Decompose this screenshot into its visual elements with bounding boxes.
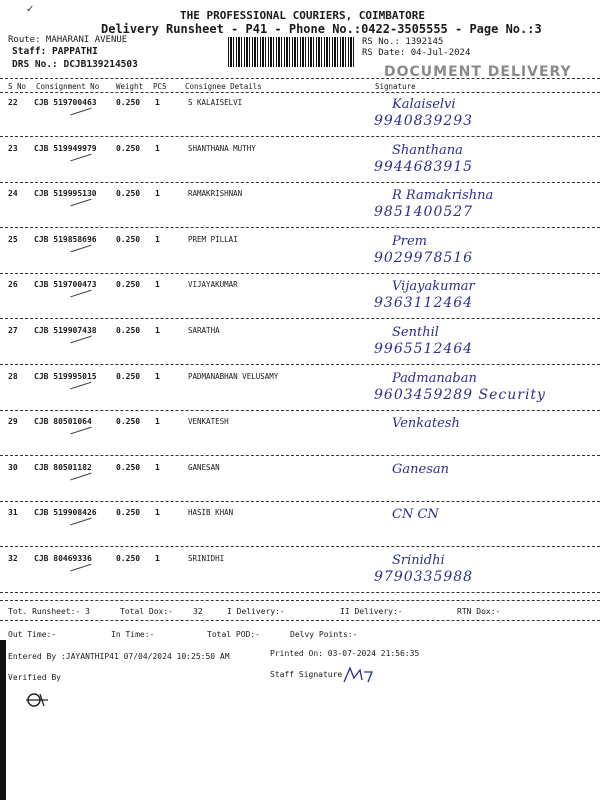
row-weight: 0.250 xyxy=(116,98,141,107)
rs-date: RS Date: 04-Jul-2024 xyxy=(362,48,471,58)
row-weight: 0.250 xyxy=(116,189,141,198)
row-divider xyxy=(0,136,600,137)
row-signature-phone: 9851400527 xyxy=(374,204,474,220)
row-consignee: GANESAN xyxy=(188,463,220,472)
row-sno: 23 xyxy=(8,144,18,153)
divider xyxy=(0,78,600,79)
row-signature-name: Shanthana xyxy=(392,143,463,158)
route-label: Route: MAHARANI AVENUE xyxy=(8,35,128,45)
row-sno: 31 xyxy=(8,508,18,517)
row-signature-phone: 9944683915 xyxy=(374,159,474,175)
row-weight: 0.250 xyxy=(116,417,141,426)
ii-delivery: II Delivery:- xyxy=(340,607,403,616)
row-pcs: 1 xyxy=(155,189,160,198)
pen-tick-mark xyxy=(70,427,91,435)
staff-signature-mark xyxy=(340,664,380,686)
row-pcs: 1 xyxy=(155,235,160,244)
row-consignee: SARATHA xyxy=(188,326,220,335)
row-divider xyxy=(0,182,600,183)
row-pcs: 1 xyxy=(155,98,160,107)
row-weight: 0.250 xyxy=(116,554,141,563)
row-consignment-no: CJB 80469336 xyxy=(34,554,92,563)
divider xyxy=(0,92,600,93)
row-consignment-no: CJB 519700463 xyxy=(34,98,97,107)
row-consignment-no: CJB 519700473 xyxy=(34,280,97,289)
rs-number: RS No.: 1392145 xyxy=(362,37,444,47)
row-consignee: PADMANABHAN VELUSAMY xyxy=(188,372,279,381)
row-signature-phone: 9790335988 xyxy=(374,569,474,585)
pen-tick-mark xyxy=(70,108,91,116)
row-sno: 32 xyxy=(8,554,18,563)
row-weight: 0.250 xyxy=(116,235,141,244)
row-weight: 0.250 xyxy=(116,326,141,335)
row-consignment-no: CJB 519949979 xyxy=(34,144,97,153)
row-pcs: 1 xyxy=(155,508,160,517)
col-consignment: Consignment No xyxy=(36,82,100,91)
tot-runsheet: Tot. Runsheet:- 3 xyxy=(8,607,90,616)
row-sno: 22 xyxy=(8,98,18,107)
row-sno: 24 xyxy=(8,189,18,198)
row-signature-phone: 9029978516 xyxy=(374,250,474,266)
scan-edge xyxy=(0,640,6,800)
row-divider xyxy=(0,273,600,274)
row-weight: 0.250 xyxy=(116,144,141,153)
row-sno: 28 xyxy=(8,372,18,381)
row-sno: 29 xyxy=(8,417,18,426)
verifier-signature-mark xyxy=(22,690,52,710)
row-weight: 0.250 xyxy=(116,280,141,289)
pen-tick-mark xyxy=(70,473,91,481)
row-consignee: PREM PILLAI xyxy=(188,235,238,244)
entered-by: Entered By :JAYANTHIP41 07/04/2024 10:25:50 AM xyxy=(8,652,230,661)
row-signature-name: Padmanaban xyxy=(392,371,477,386)
row-consignee: SHANTHANA MUTHY xyxy=(188,144,256,153)
row-consignee: S KALAISELVI xyxy=(188,98,243,107)
row-signature-name: Vijayakumar xyxy=(392,279,475,294)
row-signature-name: R Ramakrishna xyxy=(392,188,494,203)
total-dox-value: 32 xyxy=(193,607,203,616)
row-consignment-no: CJB 80501064 xyxy=(34,417,92,426)
row-pcs: 1 xyxy=(155,417,160,426)
row-sno: 27 xyxy=(8,326,18,335)
out-time: Out Time:- xyxy=(8,630,57,639)
col-weight: Weight xyxy=(116,82,144,91)
row-sno: 26 xyxy=(8,280,18,289)
pen-tick-mark xyxy=(70,290,91,298)
pen-tick-mark xyxy=(70,382,91,390)
col-signature: Signature xyxy=(375,82,416,91)
row-consignment-no: CJB 519908426 xyxy=(34,508,97,517)
row-divider xyxy=(0,592,600,593)
delvy-points: Delvy Points:- xyxy=(290,630,358,639)
row-weight: 0.250 xyxy=(116,463,141,472)
i-delivery: I Delivery:- xyxy=(227,607,285,616)
row-divider xyxy=(0,410,600,411)
row-consignment-no: CJB 519995130 xyxy=(34,189,97,198)
row-signature-name: Ganesan xyxy=(392,462,449,477)
row-signature-name: Senthil xyxy=(392,325,439,340)
mark-icon: ✓ xyxy=(26,4,35,15)
printed-on: Printed On: 03-07-2024 21:56:35 xyxy=(270,649,420,658)
row-consignment-no: CJB 80501182 xyxy=(34,463,92,472)
verified-by: Verified By xyxy=(8,673,61,682)
row-consignee: VIJAYAKUMAR xyxy=(188,280,238,289)
row-pcs: 1 xyxy=(155,554,160,563)
row-weight: 0.250 xyxy=(116,372,141,381)
row-signature-name: Venkatesh xyxy=(392,416,460,431)
in-time: In Time:- xyxy=(111,630,155,639)
barcode xyxy=(228,37,356,67)
pen-tick-mark xyxy=(70,245,91,253)
row-signature-name: Prem xyxy=(392,234,427,249)
pen-tick-mark xyxy=(70,199,91,207)
row-signature-phone: 9940839293 xyxy=(374,113,474,129)
pen-tick-mark xyxy=(70,518,91,526)
row-pcs: 1 xyxy=(155,326,160,335)
row-consignee: SRINIDHI xyxy=(188,554,225,563)
row-divider xyxy=(0,227,600,228)
row-pcs: 1 xyxy=(155,372,160,381)
divider xyxy=(0,600,600,601)
row-weight: 0.250 xyxy=(116,508,141,517)
row-signature-phone: 9603459289 Security xyxy=(374,387,546,403)
pen-tick-mark xyxy=(70,154,91,162)
row-divider xyxy=(0,318,600,319)
total-pod: Total POD:- xyxy=(207,630,260,639)
drs-number: DRS No.: DCJB139214503 xyxy=(12,59,138,70)
rtn-dox: RTN Dox:- xyxy=(457,607,501,616)
row-divider xyxy=(0,364,600,365)
row-divider xyxy=(0,546,600,547)
pen-tick-mark xyxy=(70,564,91,572)
row-pcs: 1 xyxy=(155,280,160,289)
row-consignment-no: CJB 519907438 xyxy=(34,326,97,335)
row-consignment-no: CJB 519858696 xyxy=(34,235,97,244)
document-delivery-stamp: DOCUMENT DELIVERY xyxy=(384,64,572,80)
row-divider xyxy=(0,501,600,502)
row-sno: 30 xyxy=(8,463,18,472)
pen-tick-mark xyxy=(70,336,91,344)
row-signature-name: Srinidhi xyxy=(392,553,445,568)
divider xyxy=(0,620,600,621)
row-signature-phone: 9965512464 xyxy=(374,341,474,357)
col-pcs: PCS xyxy=(153,82,167,91)
row-consignee: VENKATESH xyxy=(188,417,229,426)
row-sno: 25 xyxy=(8,235,18,244)
row-consignment-no: CJB 519995015 xyxy=(34,372,97,381)
col-sno: S No xyxy=(8,82,27,91)
row-signature-phone: 9363112464 xyxy=(374,295,474,311)
row-consignee: RAMAKRISHNAN xyxy=(188,189,243,198)
row-divider xyxy=(0,455,600,456)
company-title: THE PROFESSIONAL COURIERS, COIMBATORE xyxy=(180,9,426,22)
staff-signature-label: Staff Signature xyxy=(270,670,343,679)
col-consignee: Consignee Details xyxy=(185,82,262,91)
total-dox-label: Total Dox:- xyxy=(120,607,173,616)
row-consignee: HASIB KHAN xyxy=(188,508,234,517)
row-pcs: 1 xyxy=(155,144,160,153)
row-pcs: 1 xyxy=(155,463,160,472)
row-signature-name: Kalaiselvi xyxy=(392,97,456,112)
row-signature-name: CN CN xyxy=(392,507,439,522)
staff-label: Staff: PAPPATHI xyxy=(12,46,98,57)
runsheet-subtitle: Delivery Runsheet - P41 - Phone No.:0422-3505555 - Page No.:3 xyxy=(101,22,542,36)
